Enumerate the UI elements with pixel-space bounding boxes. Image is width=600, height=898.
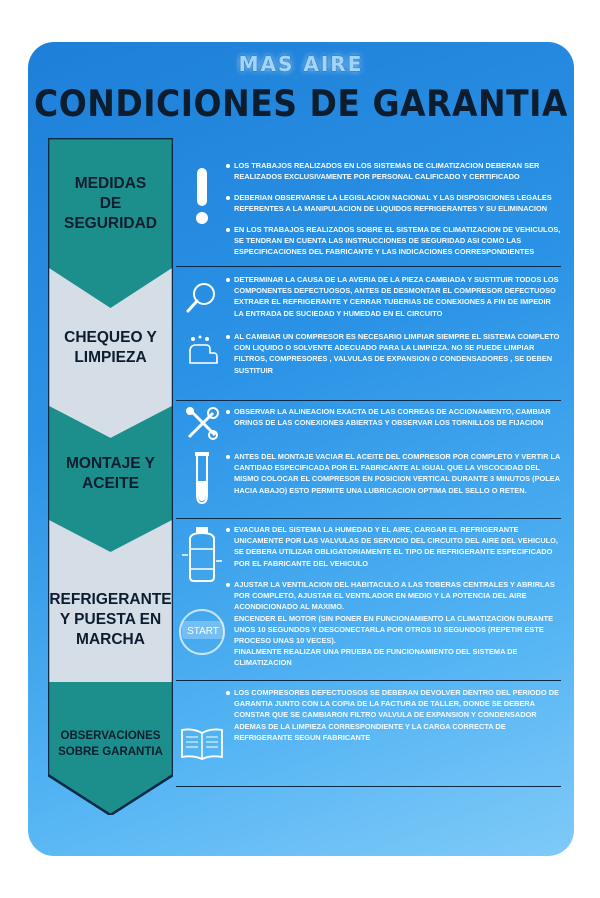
section-divider	[176, 680, 561, 681]
list-item: DEBERIAN OBSERVARSE LA LEGISLACION NACIONAL Y LAS DISPOSICIONES LEGALES REFERENTES A LA MANIPULACION DE LIQUIDOS REFRIGERANTES Y SU ELIMINACION	[226, 192, 561, 214]
page-title: CONDICIONES DE GARANTIA	[34, 82, 568, 125]
section-divider	[176, 518, 561, 519]
list-item: AL CAMBIAR UN COMPRESOR ES NECESARIO LIMPIAR SIEMPRE EL SISTEMA COMPLETO CON LIQUIDO O SOLVENTE ADECUADO PARA LA LIMPIEZA. NO SE PUEDE LIMPIAR FILTROS, COMPRESORES , VALVULAS DE EXPANSION O CONDENSADORES , SE DEBEN SUSTITUIR	[226, 331, 561, 376]
section-label-chequeo: CHEQUEO Y LIMPIEZA	[64, 329, 157, 366]
section-label-refrigerante: REFRIGERANTE Y PUESTA EN MARCHA	[49, 591, 172, 648]
list-item: EVACUAR DEL SISTEMA LA HUMEDAD Y EL AIRE, CARGAR EL REFRIGERANTE UNICAMENTE POR LAS VALVULAS DE SERVICIO DEL CIRCUITO DEL AIRE DEL VEHICULO, SE DEBERA UTILIZAR OBLIGATORIAMENTE EL TIPO DE REFRIGERANTE ESPECIFICADO POR EL FABRICANTE DEL VEHICULO	[226, 524, 561, 569]
cleaning-hand-icon	[176, 331, 228, 369]
test-tube-icon	[176, 450, 228, 506]
list-item: LOS COMPRESORES DEFECTUOSOS SE DEBERAN DEVOLVER DENTRO DEL PERIODO DE GARANTIA JUNTO CON LA COPIA DE LA FACTURA DE TALLER, DONDE SE DEBERA CONSTAR QUE SE CAMBIARON FILTRO VALVULA DE EXPANSION Y CONDENSADOR ADEMAS DE LA LIMPIEZA CORRESPONDIENTE Y LA CARGA CORRECTA DE REFRIGERANTE SEGUN FABRICANTE	[226, 687, 561, 743]
section-label-montaje: MONTAJE Y ACEITE	[66, 455, 155, 492]
gas-cylinder-icon	[176, 524, 228, 584]
section-column	[48, 138, 173, 815]
start-icon-label: START	[187, 626, 219, 637]
section-divider	[176, 786, 561, 787]
start-button-icon	[176, 606, 228, 658]
warranty-card	[28, 42, 574, 856]
section-divider	[176, 400, 561, 401]
section-label-observaciones: OBSERVACIONES SOBRE GARANTIA	[58, 730, 163, 758]
list-item: LOS TRABAJOS REALIZADOS EN LOS SISTEMAS DE CLIMATIZACION DEBERAN SER REALIZADOS EXCLUSIVAMENTE POR PERSONAL CALIFICADO Y CERTIFICADO	[226, 160, 561, 182]
section-divider	[176, 266, 561, 267]
exclamation-icon	[176, 166, 228, 226]
list-item: ANTES DEL MONTAJE VACIAR EL ACEITE DEL COMPRESOR POR COMPLETO Y VERTIR LA CANTIDAD ESPECIFICADA POR EL FABRICANTE AL IGUAL QUE LA VISCOCIDAD DEL MISMO COLOCAR EL COMPRESOR EN POSICION VERTICAL DURANTE 3 MINUTOS (POLEA HACIA ABAJO) ESTO PERMITE UNA LUBRICACION OPTIMA DEL SELLO O RETEN.	[226, 451, 561, 496]
open-book-icon	[176, 722, 228, 766]
brand-logo: MAS AIRE	[238, 52, 364, 76]
tools-icon	[176, 404, 228, 444]
list-item: DETERMINAR LA CAUSA DE LA AVERIA DE LA PIEZA CAMBIADA Y SUSTITUIR TODOS LOS COMPONENTES DEFECTUOSOS, ANTES DE DESMONTAR EL COMPRESOR DEFECTUOSO EXTRAER EL REFRIGERANTE Y CERRAR TUBERIAS DE CONEXIONES A FIN DE IMPEDIR LA ENTRADA DE SUCIEDAD Y HUMEDAD EN EL CIRCUITO	[226, 274, 561, 319]
section-label-seguridad: MEDIDAS DE SEGURIDAD	[63, 175, 157, 232]
list-item: EN LOS TRABAJOS REALIZADOS SOBRE EL SISTEMA DE CLIMATIZACION DE VEHICULOS, SE TENDRAN EN CUENTA LAS INSTRUCCIONES DE SEGURIDAD ASI COMO LAS ESPECIFICACIONES DEL FABRICANTE Y LAS INDICACIONES CORRESPONDIENTES	[226, 224, 561, 258]
list-item: OBSERVAR LA ALINEACION EXACTA DE LAS CORREAS DE ACCIONAMIENTO, CAMBIAR ORINGS DE LAS CONEXIONES ABIERTAS Y OBSERVAR LOS TORNILLOS DE FIJACION	[226, 406, 561, 428]
list-item: AJUSTAR LA VENTILACION DEL HABITACULO A LAS TOBERAS CENTRALES Y ABRIRLAS POR COMPLETO, AJUSTAR EL VENTILADOR EN MEDIO Y LA POTENCIA DEL AIRE ACONDICIONADO AL MAXIMO. ENCENDER EL MOTOR (SIN PONER EN FUNCIONAMIENTO LA CLIMATIZACION DURANTE UNOS 10 SEGUNDOS Y DESCONECTARLA POR OTROS 10 SEGUNDOS (REPETIR ESTE PROCESO UNAS 10 VECES). FINALMENTE REALIZAR UNA PRUEBA DE FUNCIONAMIENTO DEL SISTEMA DE CLIMATIZACION	[226, 579, 561, 669]
magnifier-icon	[176, 278, 228, 316]
